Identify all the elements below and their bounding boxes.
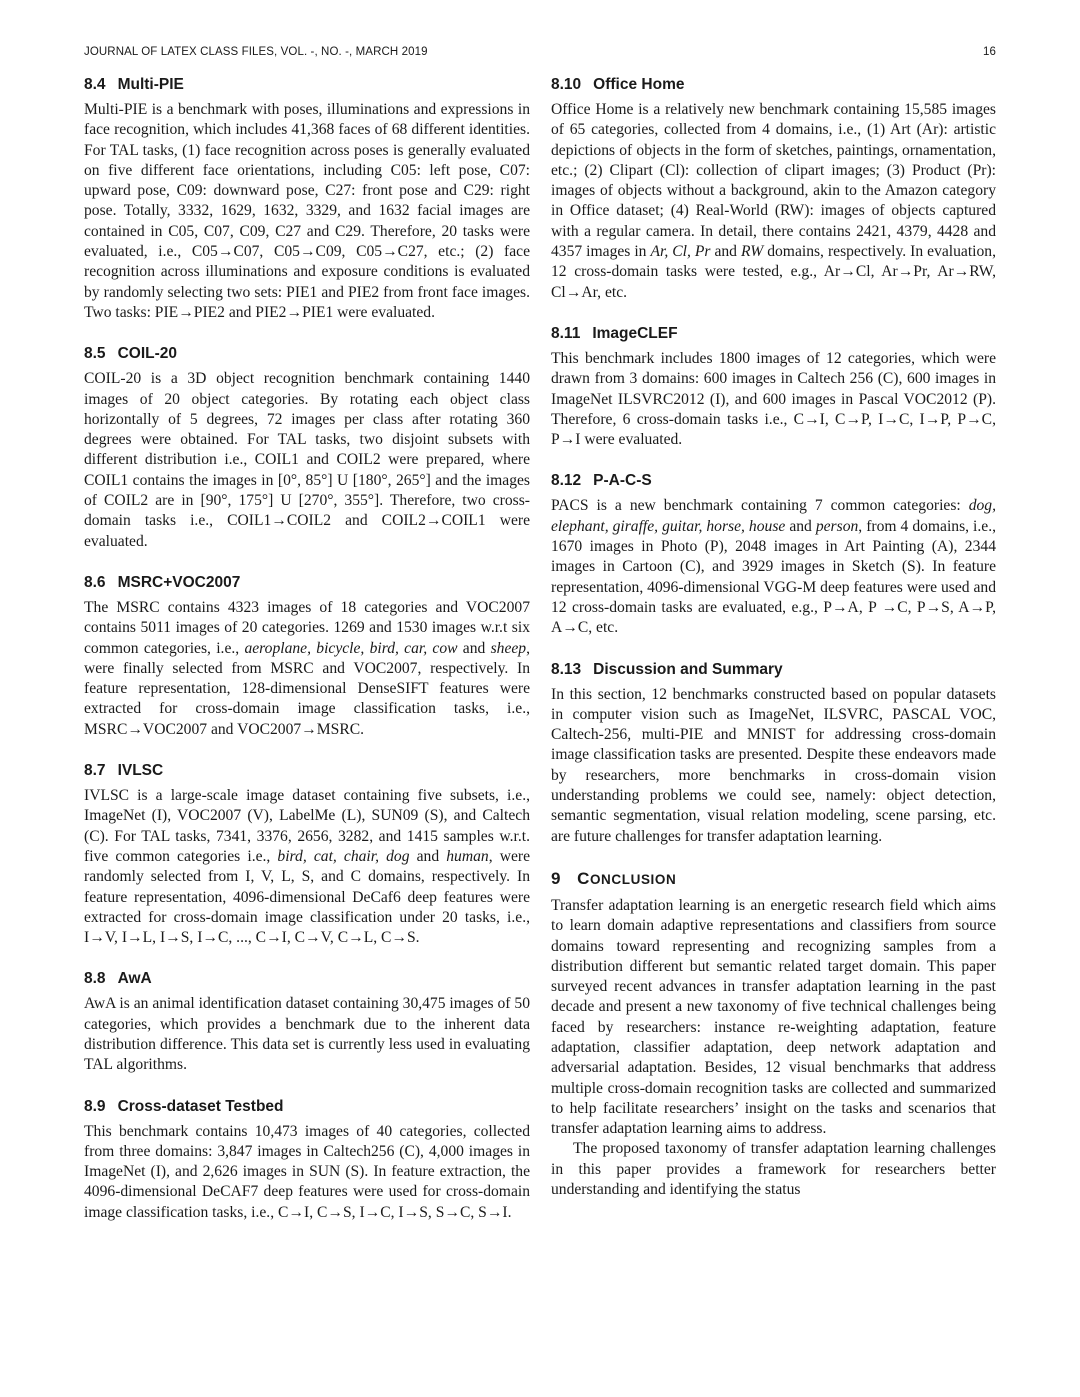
section-8-11 — [551, 323, 996, 450]
section-heading — [551, 659, 996, 681]
body-text: Office Home is a relatively new benchmark containing 15,585 images of 65 categories, collected from 4 domains, i.e., (1) Art (Ar): artistic depictions of objects in the form of sketches, paintings, ornamentation, etc.; (2) Clipart (Cl): collection of clipart images; (3) Product (Pr): images of objects without a background, akin to the Amazon category in Office dataset; (4) Real-World (RW): images of objects captured with a regular camera. In detail, there contains 2421, 4379, 4428 and 4357 images in — [551, 101, 996, 261]
left-column — [84, 74, 530, 1243]
section-title: Discussion and Summary — [593, 660, 783, 678]
section-body: This benchmark contains 10,473 images of 40 categories, collected from three domains: 3,847 images in Caltech256 (C), 4,000 images in ImageNet (I), and 2,626 images in SUN (S). In feature extraction, the 4096-dimensional DeCAF7 deep features were used for cross-domain image classification tasks, i.e., C→I, C→S, I→C, I→S, S→C, S→I. — [84, 1122, 530, 1221]
body-text: , from 4 domains, i.e., 1670 images in Photo (P), 2048 images in Art Painting (A), 2344 images in Cartoon (C), and 3929 images in Sketch (S). In feature representation, 4096-dimensional VGG-M deep features were used and 12 cross-domain tasks are evaluated, e.g., P→A, P →C, P→S, A→P, A→C, etc. — [551, 517, 997, 637]
section-heading — [551, 470, 996, 492]
section-number: 8.12 — [551, 472, 582, 490]
section-number: 8.6 — [84, 573, 106, 591]
body-text: domains, respectively. In evaluation, 12 cross-domain tasks were tested, e.g., Ar→Cl, Ar→Pr, Ar→RW, Cl→Ar, etc. — [551, 243, 997, 301]
section-body: AwA is an animal identification dataset containing 30,475 images of 50 categories, which provides a benchmark due to the inherent data distribution difference. This data set is currently less used in evaluating TAL algorithms. — [84, 995, 530, 1074]
italic-term: Ar, Cl, Pr — [650, 243, 711, 261]
conclusion-paragraph-1: Transfer adaptation learning is an energetic research field which aims to learn domain adaptive representations and classifiers from source domains toward representing and recognizing samples from a distribution different but semantic related target domain. This paper surveyed recent advances in transfer adaptation learning in the past decade and present a new taxonomy of five technical challenges being faced by researchers: instance re-weighting adaptation, feature adaptation, classifier adaptation, deep network adaptation and adversarial adaptation. Besides, 12 visual benchmarks that address multiple cross-domain recognition tasks are collected and summarized to help facilitate researchers’ insight on the tasks and scenarios that transfer adaptation learning aims to address. — [551, 896, 996, 1138]
section-body — [84, 786, 530, 948]
section-number: 9 — [551, 868, 562, 888]
conclusion-paragraph-2: The proposed taxonomy of transfer adaptation learning challenges in this paper provides a framework for researchers better understanding and identifying the status — [551, 1140, 996, 1199]
section-heading — [84, 343, 530, 365]
section-number: 8.5 — [84, 345, 106, 363]
section-title: MSRC+VOC2007 — [117, 573, 241, 591]
section-body — [551, 100, 996, 303]
body-text: and — [710, 243, 741, 261]
section-8-9 — [84, 1096, 530, 1223]
section-9-conclusion — [551, 867, 996, 1200]
italic-term: RW — [740, 243, 764, 261]
title-rest: ONCLUSION — [589, 871, 677, 887]
section-8-13 — [551, 659, 996, 847]
italic-term: aeroplane, bicycle, bird, car, cow — [244, 639, 458, 657]
section-title: ImageCLEF — [592, 324, 678, 342]
body-text: The MSRC contains 4323 images of 18 categories and VOC2007 contains 5011 images of 20 categories. 1269 and 1530 images w.r.t six common categories, i.e., — [84, 598, 530, 657]
italic-term: person — [815, 517, 859, 535]
section-body — [84, 598, 530, 740]
section-title: P-A-C-S — [593, 472, 652, 490]
section-8-6 — [84, 572, 530, 740]
section-heading — [84, 760, 530, 782]
section-number: 8.9 — [84, 1097, 106, 1115]
section-8-8 — [84, 968, 530, 1075]
section-body — [551, 496, 996, 638]
section-heading — [84, 968, 530, 990]
journal-title: JOURNAL OF LATEX CLASS FILES, VOL. -, NO. -, MARCH 2019 — [84, 46, 428, 58]
body-text: PACS is a new benchmark containing 7 common categories: — [551, 497, 969, 515]
section-8-7 — [84, 760, 530, 948]
body-text: , were finally selected from MSRC and VOC2007, respectively. In feature representation, 128-dimensional DenseSIFT features were extracted for cross-domain image classification tasks, i.e., MSRC→VOC2007 and VOC2007→MSRC. — [84, 639, 531, 738]
section-heading — [551, 74, 996, 96]
section-number: 8.8 — [84, 970, 106, 988]
section-title: AwA — [117, 970, 152, 988]
section-8-12 — [551, 470, 996, 638]
section-title: COIL-20 — [117, 345, 177, 363]
section-8-5 — [84, 343, 530, 552]
section-body: Multi-PIE is a benchmark with poses, illuminations and expressions in face recognition, which includes 41,368 faces of 68 different identities. For TAL tasks, (1) face recognition across poses is generally evaluated on five different face orientations, including C05: left pose, C07: upward pose, C09: downward pose, C27: front pose and C29: right pose. Totally, 3332, 1629, 1632, 3329, and 1632 facial images are contained in C05, C07, C09, C27 and C29. Therefore, 20 tasks were evaluated, i.e., C05→C07, C05→C09, C05→C27, etc.; (2) face recognition across illuminations and exposure conditions is evaluated by randomly selecting two sets: PIE1 and PIE2 from front face images. Two tasks: PIE→PIE2 and PIE2→PIE1 were evaluated. — [84, 101, 530, 321]
section-title: Multi-PIE — [117, 76, 184, 93]
italic-term: bird, cat, chair, dog — [277, 847, 410, 865]
section-heading — [84, 572, 530, 594]
section-body: This benchmark includes 1800 images of 12 categories, which were drawn from 3 domains: 600 images in Caltech 256 (C), 600 images in ImageNet ILSVRC2012 (I), and 600 images in Pascal VOC2012 (P). Therefore, 6 cross-domain tasks i.e., C→I, C→P, I→C, I→P, P→C, P→I were evaluated. — [551, 349, 996, 449]
section-title: IVLSC — [117, 762, 164, 780]
section-body: In this section, 12 benchmarks constructed based on popular datasets in computer vision such as ImageNet, ILSVRC, PASCAL VOC, Caltech-256, multi-PIE and MNIST for addressing cross-domain image classification tasks are presented. Despite these endeavors made by researchers, more benchmarks in cross-domain vision understanding problems we could see, namely: object detection, semantic segmentation, visual relation modeling, scene parsing, etc. are future challenges for transfer adaptation learning. — [551, 685, 996, 845]
body-text: and — [409, 847, 447, 865]
section-heading — [551, 323, 996, 345]
section-title: Cross-dataset Testbed — [117, 1097, 284, 1115]
body-text: , were randomly selected from I, V, L, S, and C domains, respectively. In feature representation, 4096-dimensional DeCaf6 deep features were extracted for cross-domain image classification under 20 tasks, i.e., I→V, I→L, I→S, I→C, ..., C→I, C→V, C→L, C→S. — [84, 847, 531, 947]
section-number: 8.4 — [84, 76, 106, 93]
conclusion-heading — [551, 867, 996, 892]
section-heading — [84, 74, 530, 96]
italic-term: human — [446, 847, 489, 865]
body-text: IVLSC is a large-scale image dataset containing five subsets, i.e., ImageNet (I), VOC2007 (V), LabelMe (L), SUN09 (S), and Caltech (C). For TAL tasks, 7341, 3376, 2656, 3282, and 1415 samples w.r.t. five common categories i.e., — [84, 787, 530, 865]
section-number: 8.10 — [551, 76, 582, 93]
italic-term: sheep — [490, 639, 527, 657]
body-text: and — [457, 639, 491, 657]
section-title: Office Home — [593, 76, 685, 93]
page-number: 16 — [983, 46, 996, 58]
body-text: and — [785, 517, 816, 535]
section-number: 8.7 — [84, 762, 106, 780]
section-heading — [84, 1096, 530, 1118]
section-8-4 — [84, 74, 530, 323]
section-body: COIL-20 is a 3D object recognition benchmark containing 1440 images of 20 object categories. By rotating each object class horizontally of 5 degrees, 72 images per class after rotating 360 degrees were obtained. For TAL tasks, two disjoint subsets with different distribution i.e., COIL1 and COIL2 were prepared, where COIL1 contains the images in [0°, 85°] U [180°, 265°] and the images of COIL2 are in [90°, 175°] U [270°, 355°]. Therefore, two cross-domain tasks i.e., COIL1→COIL2 and COIL2→COIL1 were evaluated. — [84, 370, 530, 550]
running-header — [84, 46, 996, 66]
section-8-10 — [551, 74, 996, 303]
right-column — [551, 74, 996, 1220]
italic-term: dog, elephant, giraffe, guitar, horse, house — [551, 497, 996, 535]
title-initial: C — [577, 868, 590, 888]
section-number: 8.13 — [551, 660, 582, 678]
section-number: 8.11 — [551, 324, 581, 342]
